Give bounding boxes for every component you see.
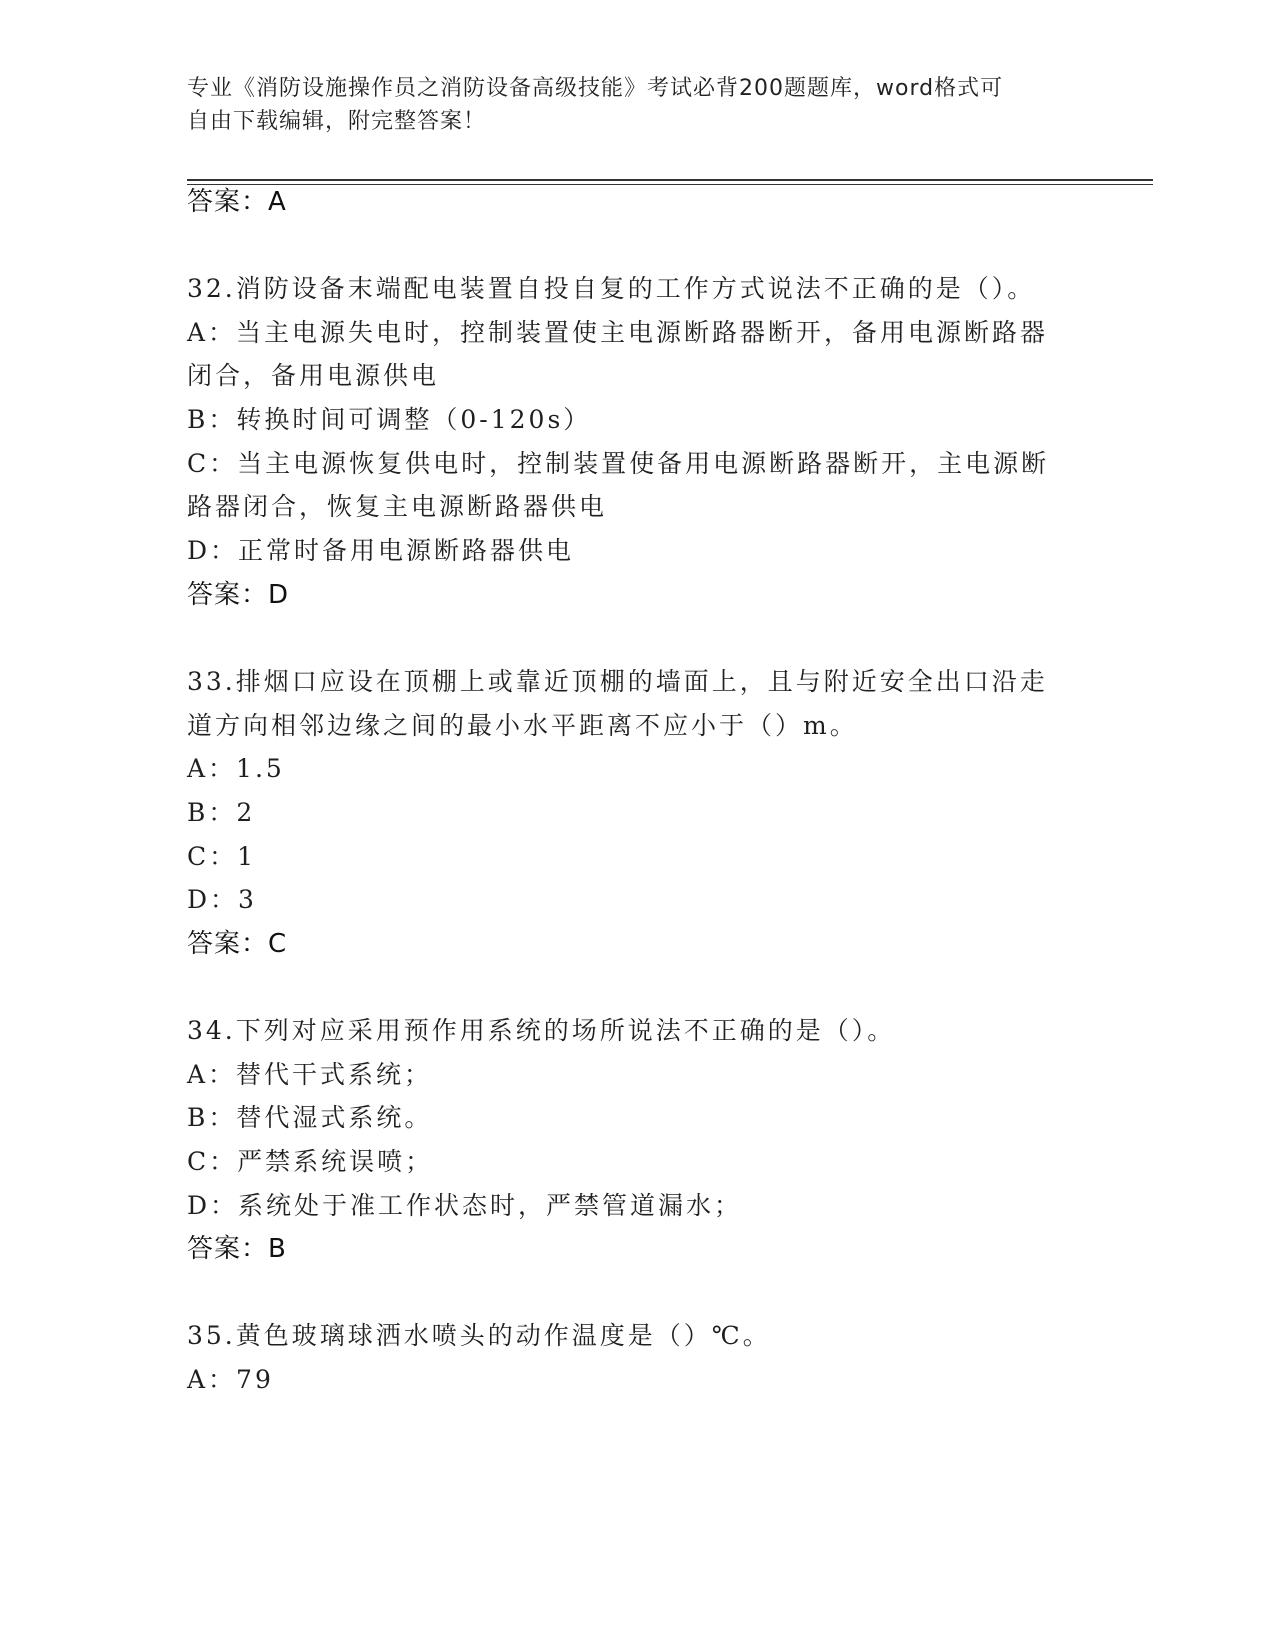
question-33-option-d: D：3 [187,885,257,914]
question-32-option-c-line-2: 路器闭合，恢复主电源断路器供电 [187,492,608,521]
question-32-option-a-line-2: 闭合，备用电源供电 [187,361,440,390]
question-34-answer: 答案：B [187,1234,287,1264]
question-33-answer: 答案：C [187,929,288,959]
question-34-stem-line-1: 34.下列对应采用预作用系统的场所说法不正确的是（）。 [187,1016,896,1045]
question-33-option-c: C：1 [187,842,257,871]
question-34-option-b: B：替代湿式系统。 [187,1103,433,1132]
question-35-stem-line-1: 35.黄色玻璃球洒水喷头的动作温度是（）℃。 [187,1321,771,1350]
question-32-option-b: B：转换时间可调整（0-120s） [187,405,592,434]
question-33-option-b: B：2 [187,798,256,827]
question-34-option-a: A：替代干式系统； [187,1060,433,1089]
question-32-option-a-line-1: A：当主电源失电时，控制装置使主电源断路器断开，备用电源断路器 [187,318,1049,347]
header-divider-thick [187,179,1153,181]
previous-answer: 答案：A [187,187,287,217]
header-line-2: 自由下载编辑，附完整答案！ [187,109,487,134]
question-35-option-a: A：79 [187,1365,274,1394]
header-line-1: 专业《消防设施操作员之消防设备高级技能》考试必背200题题库，word格式可 [187,76,1004,101]
question-34-option-c: C：严禁系统误喷； [187,1147,434,1176]
question-32-answer: 答案：D [187,580,290,610]
question-34-option-d: D：系统处于准工作状态时，严禁管道漏水； [187,1191,743,1220]
document-header [187,72,1067,138]
question-32-option-d: D：正常时备用电源断路器供电 [187,536,575,565]
question-33-option-a: A：1.5 [187,754,285,783]
question-33-stem-line-2: 道方向相邻边缘之间的最小水平距离不应小于（）m。 [187,711,858,740]
question-32-stem-line-1: 32.消防设备末端配电装置自投自复的工作方式说法不正确的是（）。 [187,274,1036,303]
header-divider-thin [187,184,1153,185]
question-33-stem-line-1: 33.排烟口应设在顶棚上或靠近顶棚的墙面上，且与附近安全出口沿走 [187,667,1048,696]
question-32-option-c-line-1: C：当主电源恢复供电时，控制装置使备用电源断路器断开，主电源断 [187,449,1050,478]
